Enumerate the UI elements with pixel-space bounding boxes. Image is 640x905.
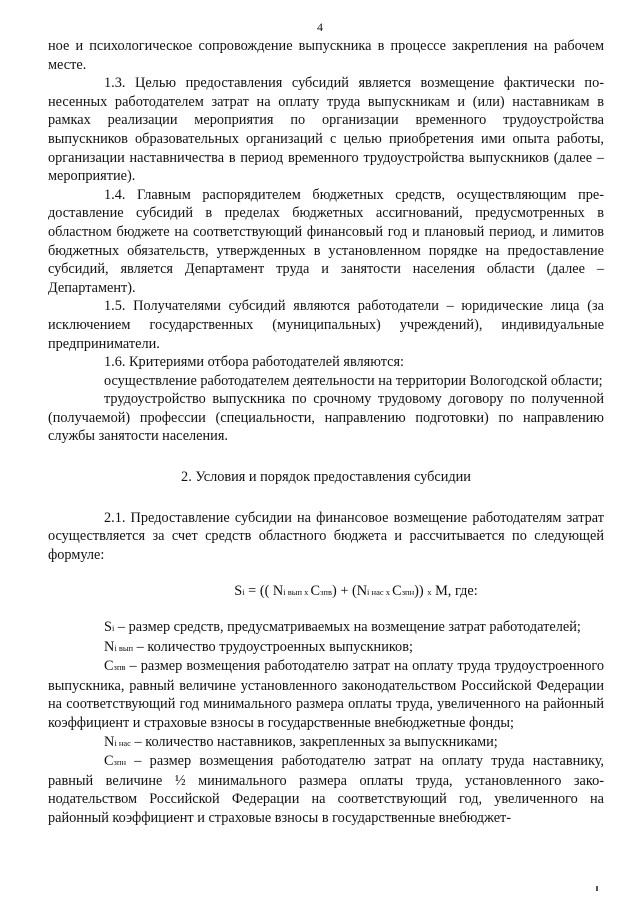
- paragraph-1-4: 1.4. Главным распорядителем бюджетных средств, осуществляющим предоставление субсидий в пределах бюджетных ассигнований, предусмотренных в областном бюджете на соответствующий финансовый год и плановый период, и лимитов бюджетных обязательств, утвержденных в установленном порядке на предоставление субсидий, является Департамент труда и занятости населения области (далее – Департамент).: [48, 186, 604, 296]
- formula-tail: M, где:: [431, 583, 478, 600]
- formula-lhs: S: [234, 583, 243, 600]
- subsidy-formula: [48, 582, 604, 602]
- definition-si-text: – размер средств, предусматриваемых на возмещение затрат работодателей;: [114, 619, 581, 636]
- section-heading: 2. Условия и порядок предоставления субсидии: [181, 469, 471, 486]
- formula-n2-sub: i нас: [367, 587, 384, 598]
- formula-close: )): [414, 583, 428, 600]
- definition-c-zpv: [48, 657, 604, 732]
- definition-n-vyp-symbol: N: [104, 638, 115, 655]
- definition-c-zpv-sub: зпв: [113, 662, 126, 673]
- definition-n-vyp-sub: i вып: [114, 642, 134, 653]
- formula-c1-sub: зпв: [320, 587, 332, 598]
- formula-mult-1: х: [302, 587, 311, 598]
- paragraph-1-3: 1.3. Целью предоставления субсидий является возмещение фактически понесенных работодателем затрат на оплату труда выпускникам и (или) наставникам в рамках реализации мероприятия по организации временного трудоустройства выпускников образовательных организаций с целью приобретения ими опыта работы, организации наставничества в период временного трудоустройства выпускников (далее – мероприятие).: [48, 75, 604, 185]
- paragraph-1-6: 1.6. Критериями отбора работодателей являются:: [104, 354, 405, 371]
- definition-n-vyp: [48, 638, 604, 658]
- paragraph-1-5: 1.5. Получателями субсидий являются работодатели – юридические лица (за исключением государственных (муниципальных) учреждений), индивидуальные предприниматели.: [48, 298, 604, 352]
- definition-n-nas-sub: i нас: [114, 737, 131, 748]
- formula-mid: ) + (N: [331, 583, 368, 600]
- definition-c-zpn-symbol: C: [104, 753, 114, 770]
- definition-n-nas-symbol: N: [104, 733, 115, 750]
- formula-c2: C: [392, 583, 402, 600]
- formula-n1-sub: i вып: [283, 587, 303, 598]
- definition-si-sub: i: [111, 623, 115, 634]
- paragraph-2-1: 2.1. Предоставление субсидии на финансовое возмещение работодателям затрат осуществляется за счет средств областного бюджета и рассчитывается по следующей формуле:: [48, 509, 604, 563]
- definition-n-vyp-text: – количество трудоустроенных выпускников;: [133, 638, 413, 655]
- definition-c-zpn-text: – размер возмещения работодателю затрат на оплату труда наставнику, равный величине ½ минимального размера оплаты труда, установленного законодательством Российской Федерации на соответствующий год, увеличенного на районный коэффициент и страховые взносы в государственные внебюджет-: [48, 753, 604, 826]
- formula-mult-3: х: [427, 587, 432, 598]
- scan-mark: [596, 886, 598, 891]
- definition-c-zpv-symbol: C: [104, 658, 114, 675]
- criterion-employment: трудоустройство выпускника по срочному трудовому договору по полученной (получаемой) профессии (специальности, направлению подготовки) по направлению службы занятости населения.: [48, 391, 604, 445]
- page-number: 4: [317, 20, 323, 34]
- formula-mult-2: х: [383, 587, 393, 598]
- definition-si-symbol: S: [104, 619, 112, 636]
- document-body: [48, 37, 604, 828]
- definition-n-nas-text: – количество наставников, закрепленных за выпускниками;: [130, 733, 498, 750]
- definition-c-zpn: [48, 752, 604, 827]
- criterion-territory: осуществление работодателем деятельности на территории Вологодской области;: [104, 372, 603, 389]
- definition-c-zpn-sub: зпн: [113, 757, 127, 768]
- definition-n-nas: [48, 733, 604, 753]
- formula-c2-sub: зпн: [401, 587, 415, 598]
- formula-open: = (( N: [244, 583, 284, 600]
- definition-c-zpv-text: – размер возмещения работодателю затрат на оплату труда трудоустроенного выпускника, равный величине установленного законодательством Российской Федерации на соответствующий год минимального размера оплаты труда, увеличенного на районный коэффициент и страховые взносы в государственные внебюджетные фонды;: [48, 658, 604, 731]
- formula-c1: C: [310, 583, 321, 600]
- definition-si: [48, 618, 604, 638]
- paragraph-continuation: ное и психологическое сопровождение выпускника в процессе закрепления на рабочем месте.: [48, 38, 604, 73]
- formula-lhs-sub: i: [242, 587, 245, 598]
